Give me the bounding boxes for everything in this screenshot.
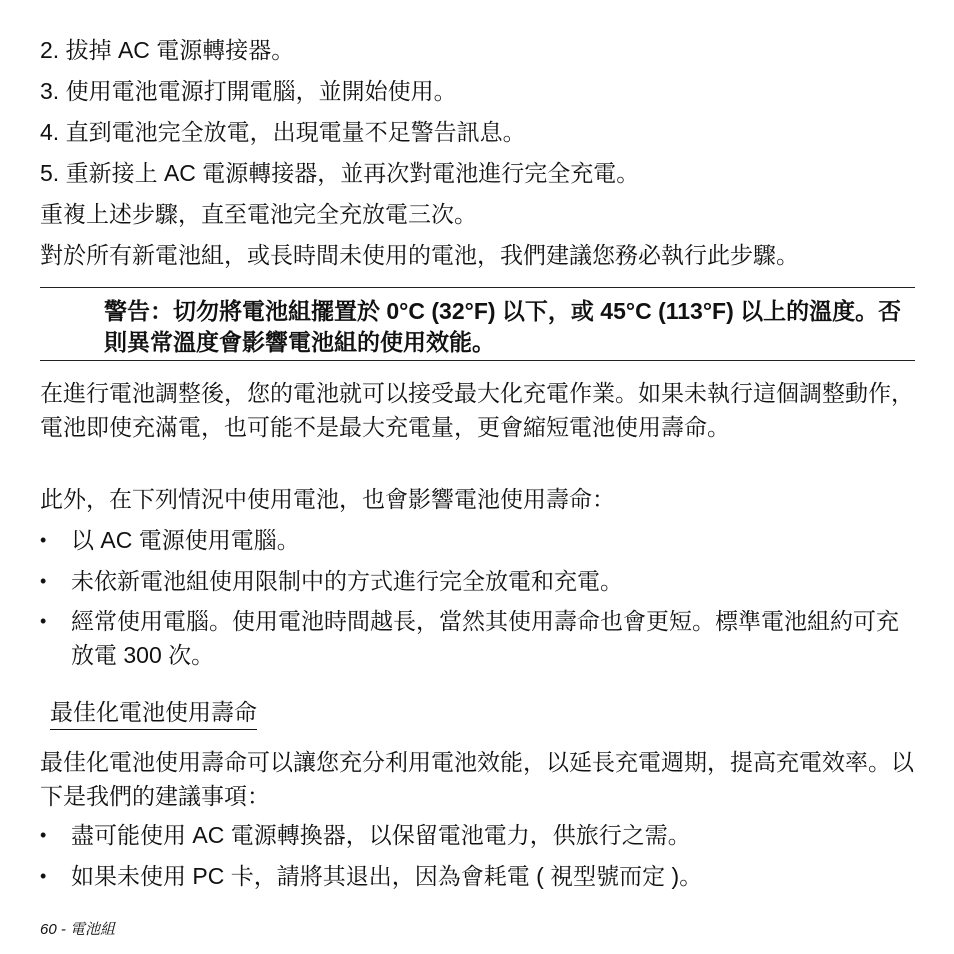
tip-item [40, 859, 920, 893]
tip-item-text: 如果未使用 PC 卡，請將其退出，因為會耗電 ( 視型號而定 )。 [71, 863, 703, 889]
factor-item-text: 未依新電池組使用限制中的方式進行完全放電和充電。 [71, 568, 623, 594]
bullet-icon: • [40, 571, 47, 591]
page-footer: 60 - 電池組 [40, 921, 116, 938]
tip-item [40, 818, 920, 852]
bullet-icon: • [40, 611, 47, 631]
factor-item-text: 經常使用電腦。使用電池時間越長，當然其使用壽命也會更短。標準電池組約可充放電 300 次。 [71, 608, 899, 668]
factor-item-text: 以 AC 電源使用電腦。 [71, 527, 300, 553]
bullet-icon: • [40, 530, 47, 550]
step-2: 2. 拔掉 AC 電源轉接器。 [40, 37, 295, 63]
step-5: 5. 重新接上 AC 電源轉接器，並再次對電池進行完全充電。 [40, 160, 640, 186]
conditioning-paragraph: 在進行電池調整後，您的電池就可以接受最大化充電作業。如果未執行這個調整動作，電池即使充滿電，也可能不是最大充電量，更會縮短電池使用壽命。 [40, 380, 914, 440]
section-intro: 最佳化電池使用壽命可以讓您充分利用電池效能，以延長充電週期，提高充電效率。以下是我們的建議事項： [40, 749, 914, 809]
advice-text: 對於所有新電池組，或長時間未使用的電池，我們建議您務必執行此步驟。 [40, 242, 799, 268]
factor-item [40, 604, 920, 672]
section-heading: 最佳化電池使用壽命 [50, 697, 257, 730]
factors-intro: 此外，在下列情況中使用電池，也會影響電池使用壽命： [40, 486, 615, 512]
tip-item-text: 盡可能使用 AC 電源轉換器，以保留電池電力，供旅行之需。 [71, 822, 691, 848]
warning-bottom-rule [40, 360, 915, 361]
step-3: 3. 使用電池電源打開電腦，並開始使用。 [40, 78, 457, 104]
step-4: 4. 直到電池完全放電，出現電量不足警告訊息。 [40, 119, 526, 145]
repeat-instruction: 重複上述步驟，直至電池完全充放電三次。 [40, 201, 477, 227]
warning-text: 警告：切勿將電池組擺置於 0°C (32°F) 以下，或 45°C (113°F) 以上的溫度。否則異常溫度會影響電池組的使用效能。 [104, 298, 902, 355]
factor-item [40, 523, 920, 557]
factor-item [40, 564, 920, 598]
warning-top-rule [40, 287, 915, 288]
bullet-icon: • [40, 825, 47, 845]
bullet-icon: • [40, 866, 47, 886]
